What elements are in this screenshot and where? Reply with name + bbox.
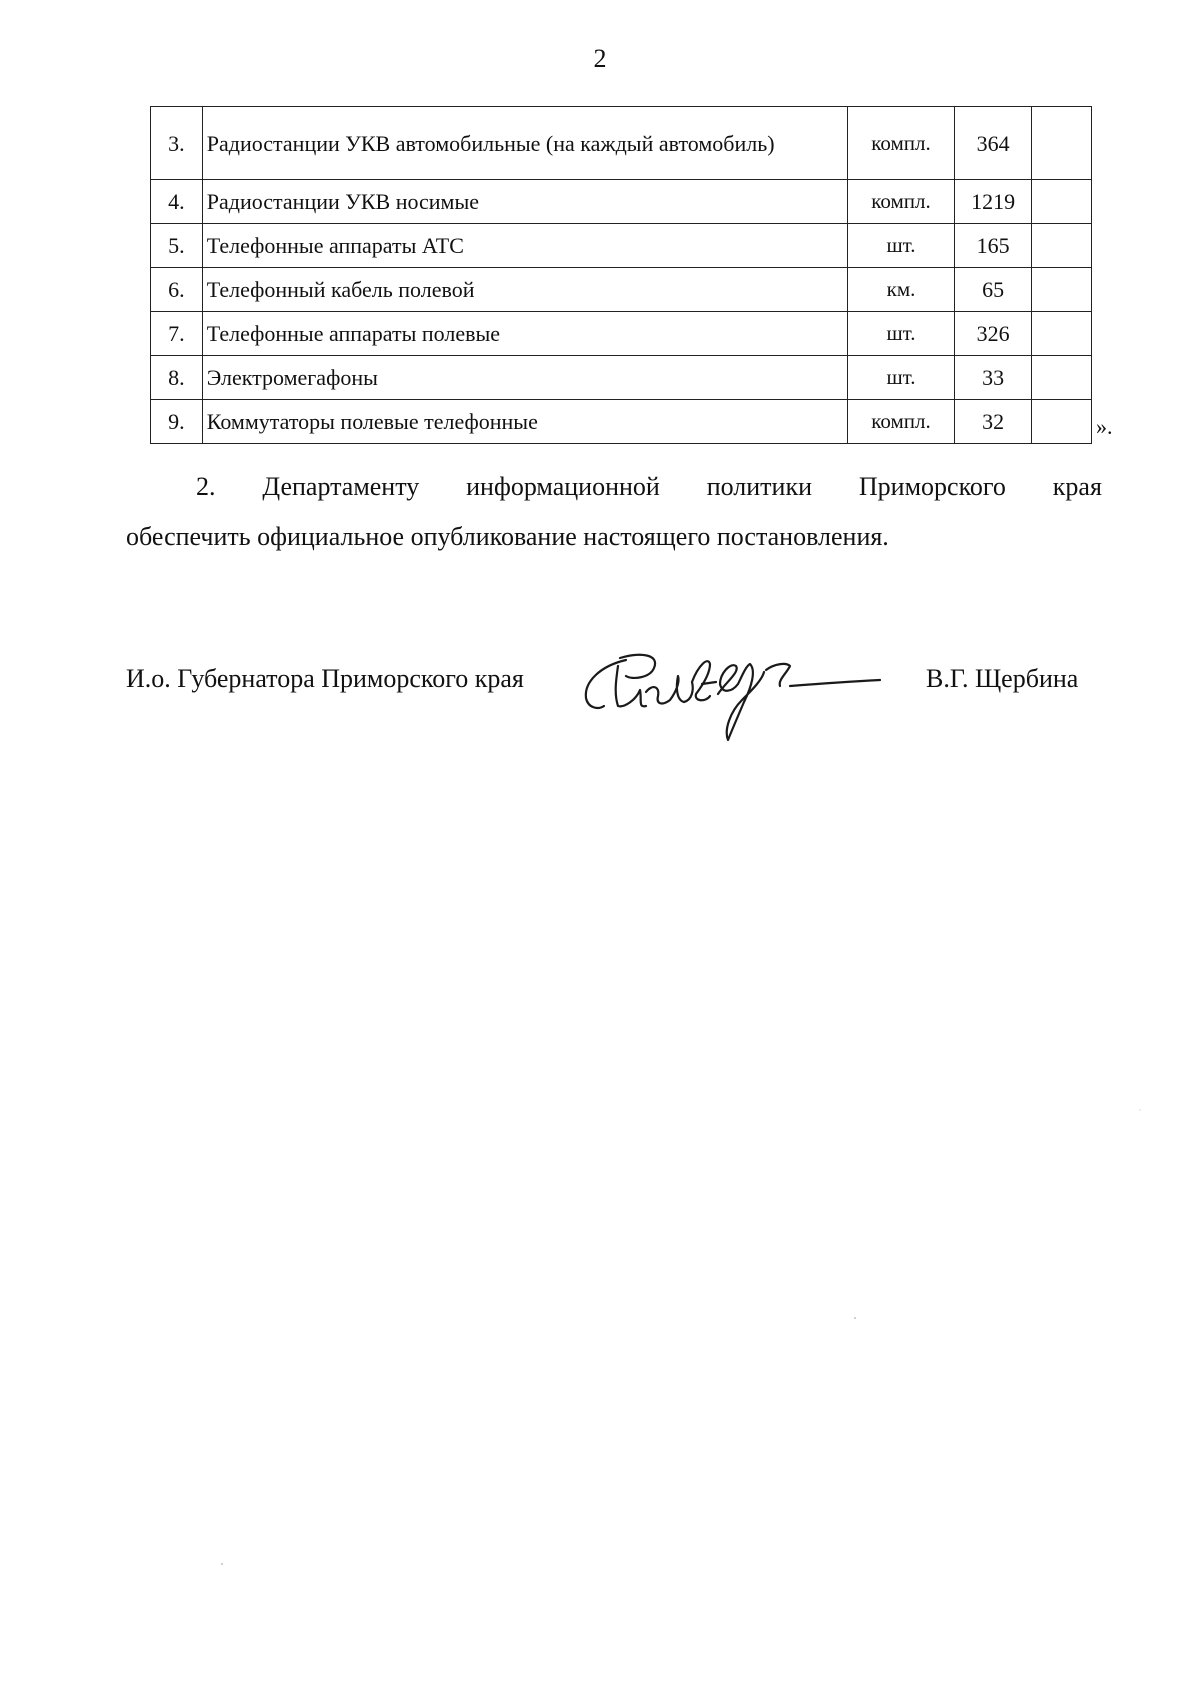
quantity-cell: 33 bbox=[955, 356, 1032, 400]
paragraph-word: Департаменту bbox=[262, 472, 420, 501]
unit-cell: шт. bbox=[847, 224, 955, 268]
paragraph-2-second-line: обеспечить официальное опубликование настоящего постановления. bbox=[126, 522, 889, 551]
item-name-cell: Телефонные аппараты полевые bbox=[202, 312, 847, 356]
empty-cell bbox=[1031, 268, 1091, 312]
closing-quote: ». bbox=[1096, 414, 1113, 439]
paragraph-2-first-line bbox=[126, 462, 1102, 512]
item-name-cell: Коммутаторы полевые телефонные bbox=[202, 400, 847, 444]
quantity-cell: 165 bbox=[955, 224, 1032, 268]
signatory-title: И.о. Губернатора Приморского края bbox=[126, 664, 524, 693]
empty-cell bbox=[1031, 180, 1091, 224]
paragraph-word: Приморского bbox=[858, 472, 1006, 501]
item-name-cell: Телефонный кабель полевой bbox=[202, 268, 847, 312]
unit-cell: компл. bbox=[847, 400, 955, 444]
empty-cell bbox=[1031, 400, 1091, 444]
empty-cell bbox=[1031, 224, 1091, 268]
row-number-cell: 5. bbox=[151, 224, 203, 268]
empty-cell bbox=[1031, 356, 1091, 400]
row-number-cell: 7. bbox=[151, 312, 203, 356]
handwritten-signature bbox=[580, 646, 950, 756]
unit-cell: компл. bbox=[847, 107, 955, 180]
quantity-cell: 32 bbox=[955, 400, 1032, 444]
quantity-cell: 1219 bbox=[955, 180, 1032, 224]
paragraph-word: информационной bbox=[466, 472, 660, 501]
row-number-cell: 8. bbox=[151, 356, 203, 400]
unit-cell: компл. bbox=[847, 180, 955, 224]
item-name-cell: Радиостанции УКВ автомобильные (на каждый автомобиль) bbox=[202, 107, 847, 180]
row-number-cell: 3. bbox=[151, 107, 203, 180]
empty-cell bbox=[1031, 107, 1091, 180]
equipment-table-body bbox=[151, 107, 1092, 444]
row-number-cell: 4. bbox=[151, 180, 203, 224]
item-name-cell: Электромегафоны bbox=[202, 356, 847, 400]
unit-cell: км. bbox=[847, 268, 955, 312]
quantity-cell: 65 bbox=[955, 268, 1032, 312]
quantity-cell: 326 bbox=[955, 312, 1032, 356]
paragraph-word: края bbox=[1052, 472, 1102, 501]
quantity-cell: 364 bbox=[955, 107, 1032, 180]
table-row bbox=[151, 312, 1092, 356]
table-row bbox=[151, 107, 1092, 180]
item-name-cell: Радиостанции УКВ носимые bbox=[202, 180, 847, 224]
signatory-name: В.Г. Щербина bbox=[926, 664, 1079, 693]
item-name-cell: Телефонные аппараты АТС bbox=[202, 224, 847, 268]
table-row bbox=[151, 356, 1092, 400]
unit-cell: шт. bbox=[847, 356, 955, 400]
empty-cell bbox=[1031, 312, 1091, 356]
equipment-table bbox=[150, 106, 1092, 444]
table-row bbox=[151, 268, 1092, 312]
table-row bbox=[151, 224, 1092, 268]
row-number-cell: 9. bbox=[151, 400, 203, 444]
paragraph-word: 2. bbox=[196, 472, 216, 501]
row-number-cell: 6. bbox=[151, 268, 203, 312]
page-number: 2 bbox=[593, 44, 607, 73]
paragraph-word: политики bbox=[706, 472, 812, 501]
table-row bbox=[151, 400, 1092, 444]
table-row bbox=[151, 180, 1092, 224]
unit-cell: шт. bbox=[847, 312, 955, 356]
